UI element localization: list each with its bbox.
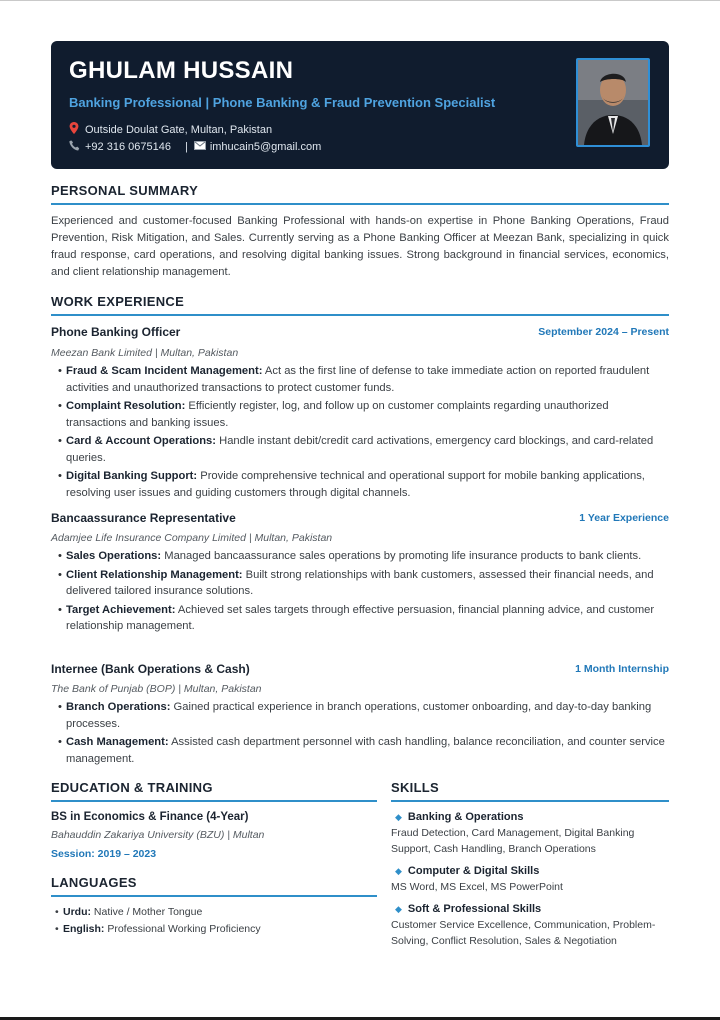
- candidate-headline: Banking Professional | Phone Banking & Fraud Prevention Specialist: [69, 95, 496, 110]
- skill-group-heading: ◆ Banking & Operations: [395, 811, 524, 823]
- skill-group-text: Customer Service Excellence, Communication, Problem-Solving, Conflict Resolution, Sales & Negotiation: [391, 919, 656, 947]
- education-heading: EDUCATION & TRAINING: [51, 780, 213, 795]
- diamond-icon: ◆: [395, 865, 402, 876]
- bullet-item: • Complaint Resolution: Efficiently register, log, and follow up on customer complaints regarding unauthorized transactions and banking issues.: [58, 398, 669, 431]
- bullet-item: • Cash Management: Assisted cash department personnel with cash handling, balance reconciliation, and counter service management.: [58, 734, 669, 767]
- summary-rule: [51, 203, 669, 205]
- job-date: 1 Year Experience: [579, 512, 669, 524]
- location-line: [69, 122, 272, 137]
- job-bullets: [58, 363, 669, 503]
- experience-rule: [51, 314, 669, 316]
- education-session: Session: 2019 – 2023: [51, 848, 157, 860]
- bullet-item: • Fraud & Scam Incident Management: Act as the first line of defense to take immediate action on reported fraudulent activities and unauthorized transactions to protect customer funds.: [58, 363, 669, 396]
- candidate-name: GHULAM HUSSAIN: [69, 57, 294, 84]
- resume-header: [51, 41, 669, 169]
- languages-heading: LANGUAGES: [51, 875, 137, 890]
- skill-group-heading: ◆ Computer & Digital Skills: [395, 865, 540, 877]
- bullet-item: • Card & Account Operations: Handle instant debit/credit card activations, emergency card blockings, and card-related queries.: [58, 433, 669, 466]
- bullet-item: • Sales Operations: Managed bancaassurance sales operations by promoting life insurance products to bank clients.: [58, 548, 669, 565]
- job-company: Adamjee Life Insurance Company Limited | Multan, Pakistan: [51, 532, 333, 544]
- language-item: • Urdu: Native / Mother Tongue: [55, 904, 261, 921]
- diamond-icon: ◆: [395, 903, 402, 914]
- pin-icon: [69, 122, 83, 137]
- bullet-item: • Branch Operations: Gained practical experience in branch operations, customer onboarding, and day-to-day banking processes.: [58, 699, 669, 732]
- job-date: 1 Month Internship: [575, 663, 669, 675]
- language-item: • English: Professional Working Proficiency: [55, 921, 261, 938]
- job-bullets: [58, 548, 669, 637]
- skill-group-text: Fraud Detection, Card Management, Digital Banking Support, Cash Handling, Branch Operations: [391, 827, 635, 855]
- summary-text: Experienced and customer-focused Banking Professional with hands-on expertise in Phone Banking Operations, Fraud Prevention, Risk Mitigation, and Sales. Currently serving as a Phone Banking Officer at Meezan Bank, specializing in quick fraud response, card operations, and resolving digital banking issues. Strong background in financial services, economics, and client relationship management.: [51, 215, 669, 278]
- job-title: Bancaassurance Representative: [51, 511, 236, 525]
- experience-heading: WORK EXPERIENCE: [51, 294, 185, 309]
- contact-separator: |: [184, 141, 188, 153]
- contact-line: [69, 140, 321, 154]
- job-title: Internee (Bank Operations & Cash): [51, 662, 250, 676]
- job-title: Phone Banking Officer: [51, 325, 181, 339]
- email-link[interactable]: imhucain5@gmail.com: [209, 141, 322, 153]
- skills-heading: SKILLS: [391, 780, 440, 795]
- education-degree: BS in Economics & Finance (4-Year): [51, 811, 249, 823]
- diamond-icon: ◆: [395, 811, 402, 822]
- education-school: Bahauddin Zakariya University (BZU) | Multan: [51, 829, 265, 841]
- skill-group-heading: ◆ Soft & Professional Skills: [395, 903, 542, 915]
- phone-number[interactable]: +92 316 0675146: [85, 141, 171, 153]
- education-rule: [51, 800, 377, 802]
- languages-list: [55, 904, 261, 938]
- skill-group-text: MS Word, MS Excel, MS PowerPoint: [391, 881, 563, 893]
- skills-rule: [391, 800, 669, 802]
- job-company: The Bank of Punjab (BOP) | Multan, Pakistan: [51, 683, 262, 695]
- phone-icon: [69, 140, 83, 154]
- languages-rule: [51, 895, 377, 897]
- top-border: [0, 0, 720, 1]
- job-company: Meezan Bank Limited | Multan, Pakistan: [51, 347, 239, 359]
- job-bullets: [58, 699, 669, 769]
- profile-photo: [576, 58, 650, 147]
- job-date: September 2024 – Present: [538, 326, 669, 338]
- summary-heading: PERSONAL SUMMARY: [51, 183, 199, 198]
- bullet-item: • Digital Banking Support: Provide comprehensive technical and operational support for mobile banking applications, resolving user issues and guiding customers through digital channels.: [58, 468, 669, 501]
- bullet-item: • Target Achievement: Achieved set sales targets through effective persuasion, financial planning advice, and customer relationship management.: [58, 602, 669, 635]
- location-text: Outside Doulat Gate, Multan, Pakistan: [85, 123, 273, 136]
- mail-icon: [194, 141, 208, 153]
- bullet-item: • Client Relationship Management: Built strong relationships with bank customers, assessed their financial needs, and delivered tailored insurance solutions.: [58, 567, 669, 600]
